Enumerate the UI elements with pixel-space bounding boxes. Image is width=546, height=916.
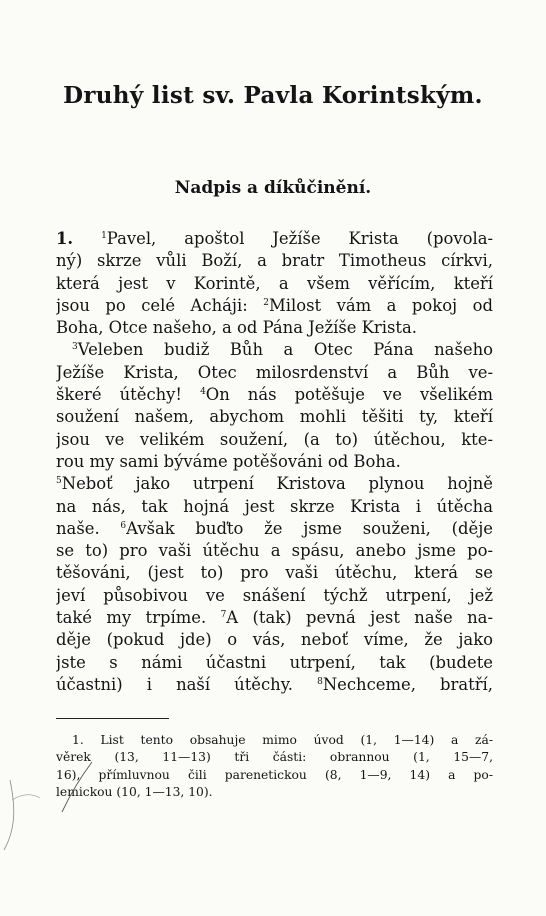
section-heading: Nadpis a díkůčinění. xyxy=(174,178,372,198)
text-line: 1. $^1$Pavel, apoštol Ježíše Krista (povola- xyxy=(56,229,493,248)
verse-number: 1 xyxy=(101,231,107,241)
verse-number: 5 xyxy=(56,476,62,487)
text-line: jste s námi účastni utrpení, tak (budete xyxy=(56,652,493,672)
verse-number: 8 xyxy=(317,676,323,687)
body-text xyxy=(56,228,493,696)
text-line: na nás, tak hojná jest skrze Krista i útěcha xyxy=(56,496,493,516)
text-line: $^3$Veleben budiž Bůh a Otec Pána našeho xyxy=(72,340,493,360)
footnote xyxy=(56,732,493,801)
text-line: jeví působivou ve snášení týchž utrpení, jež xyxy=(56,585,493,605)
footnote-divider xyxy=(56,718,169,719)
text-line: rou my sami býváme potěšováni od Boha. xyxy=(56,451,401,471)
verse-number: 6 xyxy=(120,520,127,531)
text-line: jsou po celé Achájі: $^2$Milost vám a pokoj od xyxy=(56,295,493,315)
text-line: naše. $^6$Avšak buďto že jsme souženi, (děje xyxy=(56,518,493,538)
verse-number: 2 xyxy=(263,297,269,308)
text-line: těšováni, (jest to) pro vaši útěchu, která se xyxy=(56,563,493,583)
text-line: Ježíše Krista, Otec milosrdenství a Bůh ve- xyxy=(56,362,493,382)
verse-number: 3 xyxy=(72,342,78,353)
text-line: také my trpíme. $^7$A (tak) pevná jest naše na- xyxy=(56,608,493,628)
page-title: Druhý list sv. Pavla Korintským. xyxy=(63,82,483,109)
text-line: jsou ve velikém soužení, (a to) útěchou, kte- xyxy=(56,429,493,449)
footnote-line: věrek (13, 11—13) tři části: obrannou (1, 15—7, xyxy=(56,750,493,765)
text-line: škeré útěchy! $^4$On nás potěšuje ve všelikém xyxy=(56,385,493,405)
pencil-mark-icon xyxy=(0,740,120,860)
text-line: ný) skrze vůli Boží, a bratr Timotheus církvi, xyxy=(56,251,493,271)
text-line: Boha, Otce našeho, a od Pána Ježíše Krista. xyxy=(56,318,417,338)
text-line: se to) pro vaši útěchu a spásu, anebo jsme po- xyxy=(56,541,493,561)
verse-number: 7 xyxy=(220,610,227,621)
text-line: soužení našem, abychom mohli těšiti ty, kteří xyxy=(56,407,493,427)
text-line: děje (pokud jde) o vás, neboť víme, že jako xyxy=(56,630,493,650)
footnote-line: 1. List tento obsahuje mimo úvod (1, 1—14) a zá- xyxy=(72,733,493,747)
text-line: $^5$Neboť jako utrpení Kristova plynou hojně xyxy=(56,474,493,494)
footnote-line: 16), přímluvnou čili parenetickou (8, 1—9, 14) a po- xyxy=(56,767,493,782)
footnote-line: lemickou (10, 1—13, 10). xyxy=(56,784,213,799)
verse-number: 4 xyxy=(200,387,206,398)
text-line: která jest v Korintě, a všem věřícím, kteří xyxy=(56,273,493,293)
chapter-number: 1. xyxy=(56,229,74,248)
text-line: účastni) i naší útěchy. $^8$Nechceme, bratří, xyxy=(56,674,493,694)
